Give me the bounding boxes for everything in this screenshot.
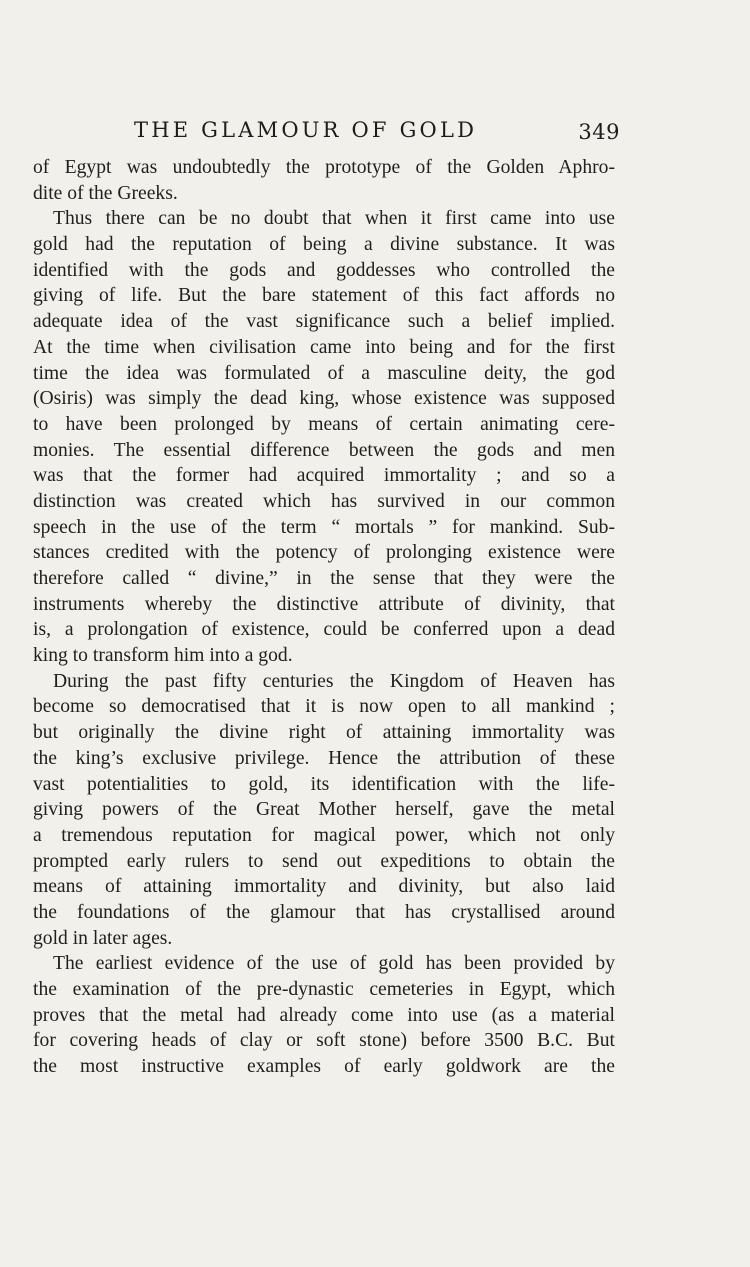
text-line: giving powers of the Great Mother herself, gave the metal — [33, 799, 615, 821]
text-line: for covering heads of clay or soft stone) before 3500 B.C. But — [33, 1030, 615, 1052]
text-line: adequate idea of the vast significance such a belief implied. — [33, 311, 615, 333]
text-line: to have been prolonged by means of certain animating cere- — [33, 413, 615, 435]
text-line: monies. The essential difference between the gods and men — [33, 439, 615, 461]
text-line: Thus there can be no doubt that when it first came into use — [53, 208, 615, 230]
text-line: the examination of the pre-dynastic cemeteries in Egypt, which — [33, 979, 615, 1000]
text-line: was that the former had acquired immortality ; and so a — [33, 465, 615, 487]
text-line: The earliest evidence of the use of gold has been provided by — [53, 953, 615, 975]
text-line: vast potentialities to gold, its identification with the life- — [33, 773, 615, 795]
page-header — [30, 114, 620, 148]
text-line: identified with the gods and goddesses who controlled the — [33, 259, 615, 281]
text-line: proves that the metal had already come into use (as a material — [33, 1004, 615, 1026]
text-line: the king’s exclusive privilege. Hence the attribution of these — [33, 747, 615, 769]
text-line: is, a prolongation of existence, could be conferred upon a dead — [33, 619, 615, 641]
text-line: time the idea was formulated of a masculine deity, the god — [33, 362, 615, 384]
text-line: At the time when civilisation came into being and for the first — [33, 336, 615, 358]
paragraph — [33, 951, 615, 1079]
text-line: therefore called “ divine,” in the sense that they were the — [33, 568, 615, 589]
running-title: THE GLAMOUR OF GOLD — [134, 118, 478, 142]
text-line: king to transform him into a god. — [33, 645, 293, 667]
text-line: dite of the Greeks. — [33, 182, 178, 204]
paragraph — [33, 155, 615, 206]
text-line: instruments whereby the distinctive attribute of divinity, that — [33, 593, 615, 615]
paragraph — [33, 669, 615, 952]
text-line: stances credited with the potency of prolonging existence were — [33, 542, 615, 564]
text-line: gold had the reputation of being a divine substance. It was — [33, 234, 615, 256]
text-line: During the past fifty centuries the Kingdom of Heaven has — [53, 670, 615, 692]
text-line: speech in the use of the term “ mortals ” for mankind. Sub- — [33, 516, 615, 538]
text-line: of Egypt was undoubtedly the prototype of the Golden Aphro- — [33, 157, 615, 178]
page-number: 349 — [578, 120, 620, 144]
text-line: a tremendous reputation for magical power, which not only — [33, 824, 615, 846]
text-line: become so democratised that it is now open to all mankind ; — [33, 696, 615, 718]
body-text — [33, 155, 615, 1080]
text-line: but originally the divine right of attaining immortality was — [33, 722, 615, 744]
text-line: gold in later ages. — [33, 927, 173, 949]
text-line: (Osiris) was simply the dead king, whose existence was supposed — [33, 388, 615, 410]
text-line: means of attaining immortality and divinity, but also laid — [33, 876, 615, 898]
text-line: the foundations of the glamour that has crystallised around — [33, 901, 615, 923]
text-line: distinction was created which has survived in our common — [33, 490, 615, 512]
text-line: the most instructive examples of early goldwork are the — [33, 1056, 615, 1078]
text-line: prompted early rulers to send out expeditions to obtain the — [33, 850, 615, 872]
paragraph — [33, 206, 615, 668]
text-line: giving of life. But the bare statement of this fact affords no — [33, 285, 615, 307]
